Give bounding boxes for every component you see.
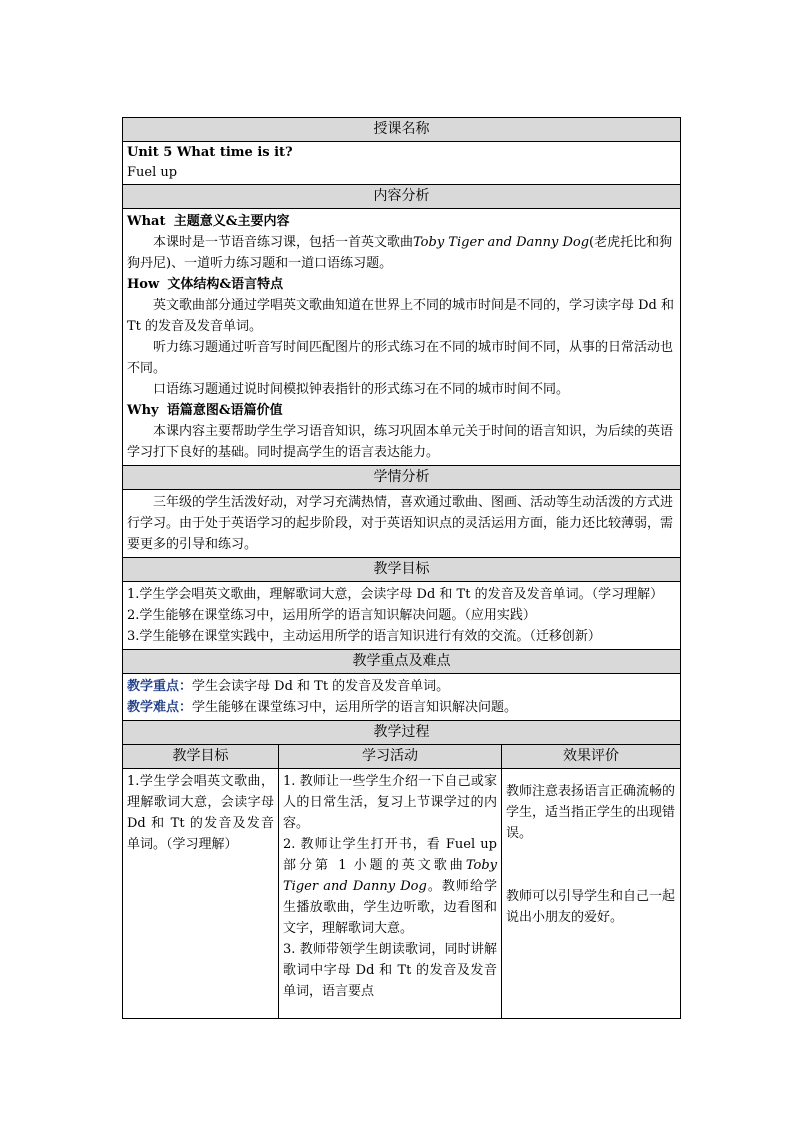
objective-item: 2.学生能够在课堂练习中，运用所学的语言知识解决问题。（应用实践） xyxy=(127,608,536,623)
content-analysis-cell xyxy=(123,209,681,466)
why-label-cn: 语篇意图&语篇价值 xyxy=(166,403,283,418)
process-header: 教学过程 xyxy=(123,721,681,745)
objective-item: 3.学生能够在课堂实践中，主动运用所学的语言知识进行有效的交流。（迁移创新） xyxy=(127,629,601,644)
what-label-cn: 主题意义&主要内容 xyxy=(173,214,290,229)
activity-2-post: 。教师给学生播放歌曲，学生边听歌，边看图和文字，理解歌词大意。 xyxy=(283,879,497,936)
activity-3: 3. 教师带领学生朗读歌词，同时讲解歌词中字母 Dd 和 Tt 的发音及发音单词，语言要点 xyxy=(283,942,497,999)
how-paragraph-2: 听力练习题通过听音写时间匹配图片的形式练习在不同的城市时间不同，从事的日常活动也不同。 xyxy=(127,340,674,376)
unit-subtitle: Fuel up xyxy=(127,165,178,180)
key-point-text: 学生会读字母 Dd 和 Tt 的发音及发音单词。 xyxy=(192,679,450,694)
how-paragraph-3: 口语练习题通过说时间模拟钟表指针的形式练习在不同的城市时间不同。 xyxy=(153,382,570,397)
key-difficult-cell xyxy=(123,674,681,721)
key-difficult-header: 教学重点及难点 xyxy=(123,650,681,674)
student-analysis-text: 三年级的学生活泼好动，对学习充满热情，喜欢通过歌曲、图画、活动等生动活泼的方式进行学习。由于处于英语学习的起步阶段，对于英语知识点的灵活运用方面，能力还比较薄弱，需要更多的引导和练习。 xyxy=(127,495,674,552)
process-goal-text: 1.学生学会唱英文歌曲，理解歌词大意，会读字母 Dd 和 Tt 的发音及发音单词。（学习理解） xyxy=(127,774,274,852)
content-analysis-header: 内容分析 xyxy=(123,185,681,209)
process-evaluation-cell xyxy=(502,769,681,1019)
column-header-goal: 教学目标 xyxy=(123,745,279,769)
difficult-point-text: 学生能够在课堂练习中，运用所学的语言知识解决问题。 xyxy=(192,700,518,715)
column-header-activity: 学习活动 xyxy=(279,745,502,769)
course-title-header: 授课名称 xyxy=(123,118,681,142)
how-paragraph-1: 英文歌曲部分通过学唱英文歌曲知道在世界上不同的城市时间是不同的，学习读字母 Dd 和 Tt 的发音及发音单词。 xyxy=(127,298,675,334)
process-goal-cell xyxy=(123,769,279,1019)
why-label-en: Why xyxy=(127,403,159,418)
unit-cell xyxy=(123,142,681,185)
process-activity-cell xyxy=(279,769,502,1019)
activity-1: 1. 教师让一些学生介绍一下自己或家人的日常生活，复习上节课学过的内容。 xyxy=(283,774,497,831)
student-analysis-header: 学情分析 xyxy=(123,466,681,490)
lesson-plan-table xyxy=(122,117,681,1019)
evaluation-2: 教师可以引导学生和自己一起说出小朋友的爱好。 xyxy=(506,889,676,925)
evaluation-1: 教师注意表扬语言正确流畅的学生，适当指正学生的出现错误。 xyxy=(506,784,676,841)
what-text-a: 本课时是一节语音练习课，包括一首英文歌曲 xyxy=(153,235,414,250)
column-header-evaluation: 效果评价 xyxy=(502,745,681,769)
what-label-en: What xyxy=(127,214,166,229)
objective-item: 1.学生学会唱英文歌曲，理解歌词大意，会读字母 Dd 和 Tt 的发音及发音单词。（学习理解） xyxy=(127,587,664,602)
difficult-point-label: 教学难点： xyxy=(127,700,193,715)
student-analysis-cell xyxy=(123,490,681,558)
what-song-title: Toby Tiger and Danny Dog xyxy=(413,235,590,250)
why-paragraph-1: 本课内容主要帮助学生学习语音知识，练习巩固本单元关于时间的语言知识，为后续的英语学习打下良好的基础。同时提高学生的语言表达能力。 xyxy=(127,424,674,460)
how-label-en: How xyxy=(127,277,160,292)
objectives-header: 教学目标 xyxy=(123,558,681,582)
activity-2-pre: 2. 教师让学生打开书，看 Fuel up 部分第 1 小题的英文歌曲 xyxy=(283,837,497,873)
objectives-cell xyxy=(123,582,681,650)
key-point-label: 教学重点： xyxy=(127,679,193,694)
what-text-b: (老虎托比和狗狗丹尼)、一道听力练习题和一道口语练习题。 xyxy=(127,235,673,271)
activity-2-song: Toby Tiger and Danny Dog xyxy=(283,858,497,894)
unit-title: Unit 5 What time is it? xyxy=(127,145,293,160)
how-label-cn: 文体结构&语言特点 xyxy=(167,277,284,292)
